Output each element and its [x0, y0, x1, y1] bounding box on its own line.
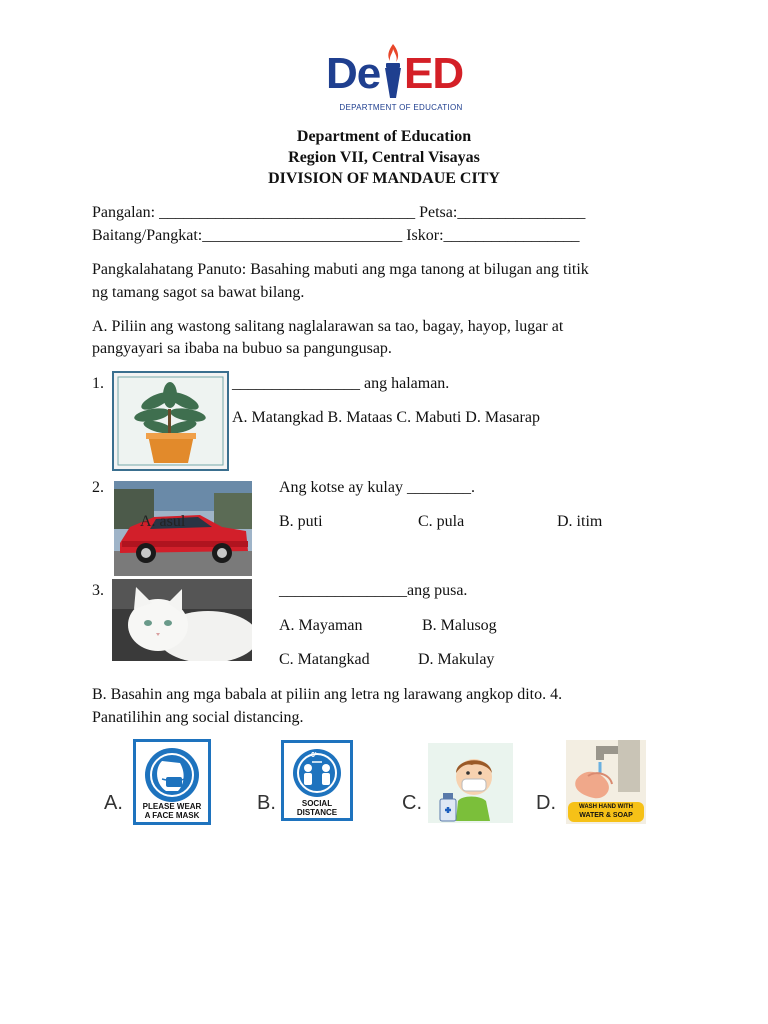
sign-d-letter: D.	[536, 792, 556, 814]
part-b-line-2: Panatilihin ang social distancing.	[92, 709, 304, 726]
boy-sanitizer-sign	[428, 743, 513, 823]
social-distance-icon	[292, 748, 342, 803]
face-mask-icon	[144, 747, 200, 808]
part-a-line-2: pangyayari sa ibaba na bubuo sa pangungusap.	[92, 340, 392, 357]
handwash-sign	[566, 740, 646, 824]
q3-stem: ________________ang pusa.	[279, 582, 468, 599]
torch-icon	[380, 42, 406, 102]
potted-plant-icon	[112, 371, 229, 471]
q2-number: 2.	[92, 479, 104, 496]
red-car-photo	[114, 481, 252, 576]
q1-stem: ________________ ang halaman.	[232, 375, 450, 392]
sign-d-label-2: WATER & SOAP	[579, 812, 633, 819]
q2-choice-c: C. pula	[418, 513, 465, 530]
sign-d-label-1: WASH HAND WITH	[579, 804, 633, 810]
logo-ed: ED	[404, 49, 464, 98]
sign-c-letter: C.	[402, 792, 422, 814]
sign-a-letter: A.	[104, 792, 123, 814]
social-distance-sign	[281, 740, 353, 821]
logo-de: De	[326, 49, 381, 98]
q2-choice-a: A. asul	[140, 513, 186, 530]
sign-b-label-2: DISTANCE	[296, 808, 338, 817]
part-b-line-1: B. Basahin ang mga babala at piliin ang letra ng larawang angkop dito. 4.	[92, 686, 563, 703]
deped-logo	[326, 42, 474, 116]
name-date-field[interactable]: Pangalan: ________________________________ Petsa:________________	[92, 204, 586, 221]
instructions-line-1: Pangkalahatang Panuto: Basahing mabuti ang mga tanong at bilugan ang titik	[92, 261, 589, 278]
q2-choice-d: D. itim	[557, 513, 603, 530]
distance-badge: 6'	[311, 752, 317, 759]
boy-sanitizer-icon	[428, 743, 513, 828]
grade-score-field[interactable]: Baitang/Pangkat:_________________________ Iskor:_________________	[92, 227, 580, 244]
q3-choice-d: D. Makulay	[418, 651, 495, 668]
q1-choices: A. Matangkad B. Mataas C. Mabuti D. Masarap	[232, 409, 540, 426]
q3-choice-c: C. Matangkad	[279, 651, 370, 668]
logo-subtitle: DEPARTMENT OF EDUCATION	[339, 103, 463, 112]
white-cat-photo	[112, 579, 252, 661]
q1-number: 1.	[92, 375, 104, 392]
sign-b-label-1: SOCIAL	[301, 799, 333, 808]
face-mask-sign	[133, 739, 211, 825]
q3-number: 3.	[92, 582, 104, 599]
header-line-3: DIVISION OF MANDAUE CITY	[268, 170, 500, 187]
sign-a-label-1: PLEASE WEAR	[142, 802, 202, 811]
header-line-2: Region VII, Central Visayas	[288, 149, 480, 166]
sign-b-letter: B.	[257, 792, 276, 814]
header-line-1: Department of Education	[296, 128, 472, 145]
part-a-line-1: A. Piliin ang wastong salitang naglalarawan sa tao, bagay, hayop, lugar at	[92, 318, 564, 335]
q2-choice-b: B. puti	[279, 513, 323, 530]
sign-a-label-2: A FACE MASK	[144, 811, 200, 820]
instructions-line-2: ng tamang sagot sa bawat bilang.	[92, 284, 305, 301]
q2-stem: Ang kotse ay kulay ________.	[279, 479, 475, 496]
q3-choice-b: B. Malusog	[422, 617, 497, 634]
q3-choice-a: A. Mayaman	[279, 617, 363, 634]
